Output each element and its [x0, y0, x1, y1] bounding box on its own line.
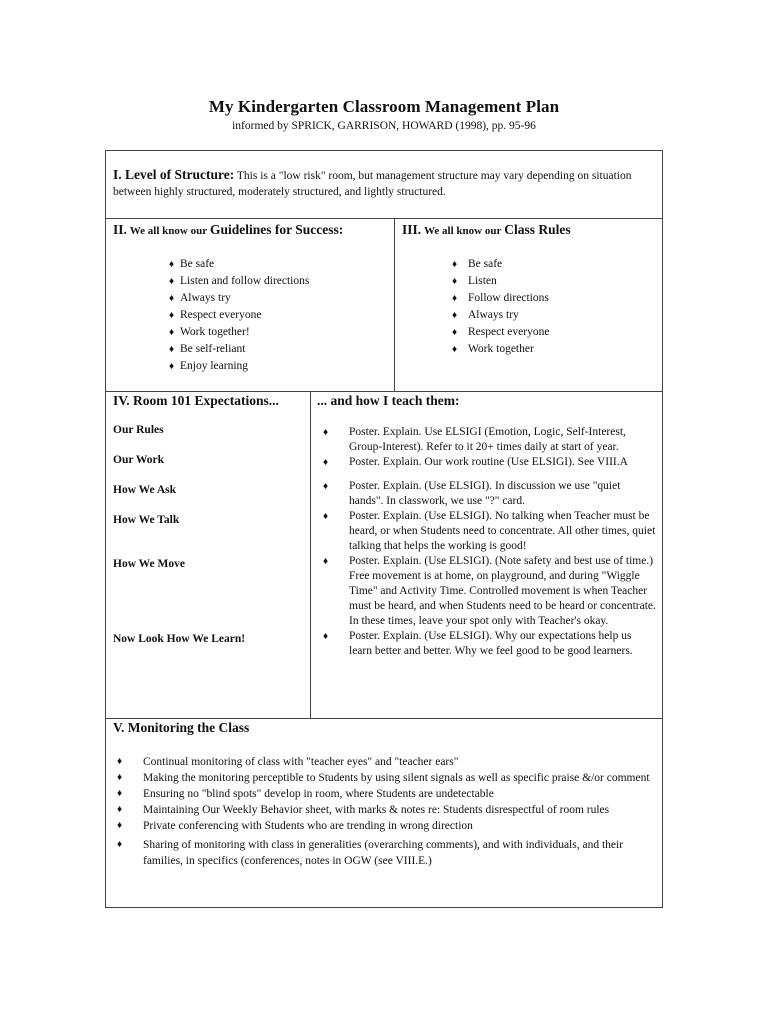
section-1-text: This is a "low risk" room, but management structure may vary depending on situation between highly structured, moderately structured, and lightly structured.: [113, 170, 632, 198]
section-4-heading-left: IV. Room 101 Expectations...: [113, 393, 279, 408]
list-item: ♦ Maintaining Our Weekly Behavior sheet, with marks & notes re: Students disrespectful of room rules: [110, 802, 655, 818]
list-item: ♦ Poster. Explain. (Use ELSIGI). In discussion we use "quiet hands". In classwork, we use "?" card.: [316, 479, 656, 509]
teaching-list: [316, 425, 656, 659]
list-item: ♦ Poster. Explain. Our work routine (Use ELSIGI). See VIII.A: [316, 455, 656, 470]
list-item: ♦ Listen and follow directions: [169, 273, 309, 290]
list-item: ♦ Always try: [452, 307, 549, 324]
list-item: ♦ Be safe: [169, 256, 309, 273]
list-item: ♦ Listen: [452, 273, 549, 290]
list-item: ♦ Respect everyone: [452, 324, 549, 341]
section-1-content: [113, 167, 653, 200]
list-item: ♦ Poster. Explain. (Use ELSIGI). (Note safety and best use of time.) Free movement is at home, on playground, and during "Wiggle Time" and Activity Time. Controlled movement is when Teacher must be heard, and when Students need to be heard or concentrate. In these times, leave your spot only with Teacher's okay.: [316, 554, 656, 629]
section-3-heading: III. We all know our Class Rules: [402, 222, 571, 237]
section-1-heading: I. Level of Structure:: [113, 167, 235, 182]
section-5-heading: V. Monitoring the Class: [113, 720, 250, 735]
list-item: ♦ Ensuring no "blind spots" develop in room, where Students are undetectable: [110, 786, 655, 802]
list-item: ♦ Follow directions: [452, 290, 549, 307]
list-item: ♦ Work together!: [169, 324, 309, 341]
page-subtitle: informed by SPRICK, GARRISON, HOWARD (1998), pp. 95-96: [232, 120, 536, 132]
list-item: ♦ Sharing of monitoring with class in generalities (overarching comments), and with individuals, and their families, in specifics (conferences, notes in OGW (see VIII.E.): [110, 837, 655, 869]
section-4-heading-right: ... and how I teach them:: [317, 393, 460, 408]
label-now-look-how-we-learn: Now Look How We Learn!: [113, 633, 246, 645]
section-4-divider: [310, 391, 311, 719]
section-2-heading: II. We all know our Guidelines for Success:: [113, 222, 344, 237]
list-item: ♦ Enjoy learning: [169, 358, 309, 375]
list-item: ♦ Poster. Explain. Use ELSIGI (Emotion, Logic, Self-Interest, Group-Interest). Refer to it 20+ times daily at start of year.: [316, 425, 656, 455]
label-our-work: Our Work: [113, 454, 165, 466]
class-rules-list: [452, 256, 549, 358]
list-item: ♦ Poster. Explain. (Use ELSIGI). No talking when Teacher must be heard, or when Students need to concentrate. All other times, quiet talking that helps the working is good!: [316, 509, 656, 554]
section-2-3-divider: [394, 218, 395, 392]
list-item: ♦ Poster. Explain. (Use ELSIGI). Why our expectations help us learn better and better. Why we feel good to be good learners.: [316, 629, 656, 659]
label-our-rules: Our Rules: [113, 424, 164, 436]
list-item: ♦ Always try: [169, 290, 309, 307]
list-item: ♦ Continual monitoring of class with "teacher eyes" and "teacher ears": [110, 754, 655, 770]
guidelines-list: [169, 256, 309, 375]
list-item: ♦ Be safe: [452, 256, 549, 273]
list-item: ♦ Making the monitoring perceptible to Students by using silent signals as well as specific praise &/or comment: [110, 770, 655, 786]
label-how-we-ask: How We Ask: [113, 484, 177, 496]
label-how-we-talk: How We Talk: [113, 514, 180, 526]
list-item: ♦ Private conferencing with Students who are trending in wrong direction: [110, 818, 655, 834]
list-item: ♦ Work together: [452, 341, 549, 358]
list-item: ♦ Respect everyone: [169, 307, 309, 324]
label-how-we-move: How We Move: [113, 558, 185, 570]
monitoring-list: [110, 754, 655, 869]
list-item: ♦ Be self-reliant: [169, 341, 309, 358]
page-title: My Kindergarten Classroom Management Plan: [208, 97, 560, 116]
